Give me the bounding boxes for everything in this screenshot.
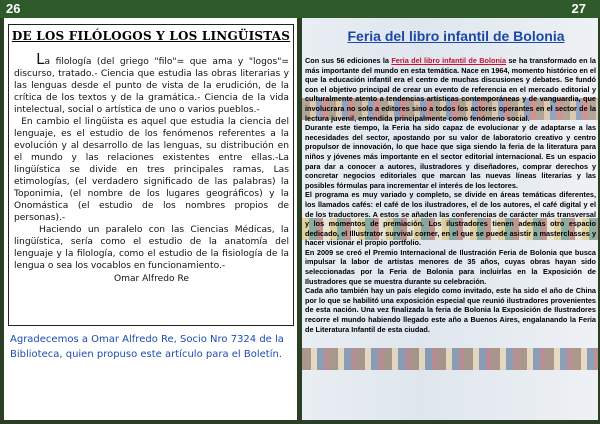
article-title: DE LOS FILÓLOGOS Y LOS LINGÜISTAS	[11, 29, 291, 43]
right-page	[302, 18, 598, 420]
drop-cap: L	[36, 50, 45, 68]
article-box	[8, 24, 294, 326]
acknowledgement-note: Agradecemos a Omar Alfredo Re, Socio Nro 7324 de la Biblioteca, quien propuso este artículo para el Boletín.	[10, 334, 284, 360]
article-body	[9, 50, 293, 285]
fair-link[interactable]: Feria del libro infantil de Bolonia	[391, 56, 507, 65]
author-signature: Omar Alfredo Re	[113, 274, 190, 284]
paragraph: La filología (del griego "filo"= que ama y "logos"= discurso, tratado.- Ciencia que estudia las obras literarias y las lenguas desde el punto de vista de la erudición, de la crítica de los textos y de la gramática.- Ciencia de la vida intelectual, social o artística de uno o varios pueblos.-	[14, 50, 289, 115]
article-body	[305, 56, 596, 334]
page-number-right: 27	[300, 0, 600, 18]
paragraph: Con sus 56 ediciones la Feria del libro infantil de Bolonia se ha transformado en la más importante del mundo en esta temática. Nace en 1964, momento histórico en el que la educación infantil era el centro de muchas discusiones y debates. Se fundó con el objetivo principal de crear un evento de referencia en el mercado editorial y culturalmente atento a tendencias artísticas contemporáneas y de vanguardia, que involucrara no solo a editores sino a todos los actores operantes en el sector de la lectura juvenil, entendida principalmente como fenómeno social.	[305, 56, 596, 123]
paragraph: El programa es muy variado y completo, se divide en áreas temáticas diferentes, los llamados cafés: el café de los ilustradores, el de los autores, el café digital y el de los traductores. A estos se añaden las conferencias de carácter más transversal y los momentos de premiación. Los ilustradores tienen además otro espacio dedicado, el Illustrator survival corner, en el que se puede asistir a masterclasses y hacer visionar el propio portfolio.	[305, 190, 596, 248]
page-number-left: 26	[0, 0, 300, 18]
left-page	[4, 18, 297, 420]
article-title: Feria del libro infantil de Bolonia	[347, 28, 565, 44]
paragraph: En cambio el lingüista es aquel que estudia la ciencia del lenguaje, es el estudio de los fenómenos referentes a la evolución y al desarrollo de las lenguas, su distribución en el mundo y las relaciones existentes entre ellas.-La lingüística se divide en tres principales ramas, Las etimologías, (el verdadero significado de las palabras) la Toponimia, (el nombre de los lugares geográficos) y la Onomástica (el estudio de los nombres propios de personas).-	[14, 117, 289, 223]
paragraph: Durante este tiempo, la Feria ha sido capaz de evolucionar y de adaptarse a las necesidades del sector, apostando por su valor de laboratorio creativo y centro propulsor de innovación, lo que hace que siga siendo la feria de la literatura para niños y jóvenes más importante en el sector editorial internacional. Es un espacio para dar a conocer a autores, ilustradores y diseñadores, comprar derechos y concretar negocios editoriales que marcan las nuevas líneas literarias y las posibles fórmulas para incrementar el interés de los lectores.	[305, 123, 596, 190]
paragraph: En 2009 se creó el Premio Internacional de Ilustración Feria de Bolonia que busca impulsar la labor de artistas menores de 35 años, cuyas obras hayan sido seleccionadas por la Feria de Bolonia para incluirlas en la Exposición de Ilustradores que se muestra durante su celebración.	[305, 247, 596, 286]
paragraph: Cada año también hay un país elegido como invitado, este ha sido el año de China por lo que se habilitó una exposición especial que reunió ilustradores provenientes de esta nación. Una vez finalizada la feria de Bolonia la Exposición de Ilustradores recorre el mundo habiendo llegado este año a Buenos Aires, engalanando la Feria de Literatura Infantil de esta ciudad.	[305, 286, 596, 334]
bookshelf-background	[302, 348, 598, 370]
paragraph: Haciendo un paralelo con las Ciencias Médicas, la lingüística, sería como el estudio de la anatomía del lenguaje y la filología, como el estudio de la fisiología de la lengua o sea los vocablos en funcionamiento.-	[14, 225, 289, 271]
